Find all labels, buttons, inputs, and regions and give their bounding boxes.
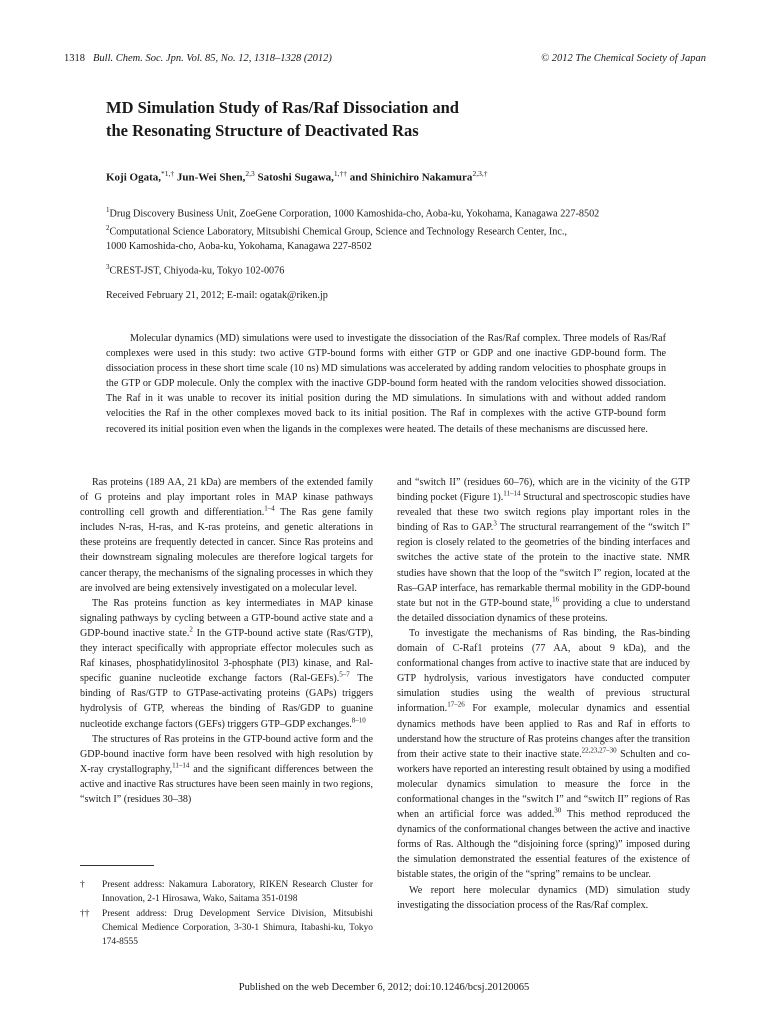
paragraph: To investigate the mechanisms of Ras binding, the Ras-binding domain of C-Raf1 proteins (77 AA, about 9 kDa), and the conformational changes from active to inactive state that are induced by GTP hydrolysis, various investigators have conducted computer simulation studies using the wealth of previous structural information.$^{17-26}$ For example, molecular dynamics and essential dynamics methods have been applied to Ras and Raf in efforts to understand how the structure of Ras proteins changes after the transition from their active state to their inactive state.$^{22,23,27-30}$ Schulten and co-workers have reported an interesting result obtained by using a modified molecular dynamics simulation to measure the force in the conformational changes in the “switch I” and “switch II” regions of Ras when an artificial force was added.$^{30}$ This method reproduced the dynamics of the conformational changes between the active and inactive forms of Ras. Although the “disjoining force (spring)” imposed during the simulation demonstrated the essential features of the existence of bistable states, the origin of the “spring” remains to be unclear. <box>397 627 690 881</box>
footnote-text: Present address: Nakamura Laboratory, RIKEN Research Cluster for Innovation, 2-1 Hirosawa, Wako, Saitama 351-0198 <box>102 880 373 904</box>
author-affiliation-mark: 2,3 <box>245 169 255 178</box>
paragraph: Ras proteins (189 AA, 21 kDa) are members of the extended family of G proteins and play important roles in MAP kinase pathways controlling cell growth and differentiation.$^{1-4}$ The Ras gene family includes N-ras, H-ras, and K-ras proteins, and genetic alterations in these proteins are frequently detected in cancer. Since Ras proteins and their downstream signaling molecules are therefore logical targets for cancer therapy, the mechanisms of the signaling processes in which they are involved are being extensively investigated on a molecular level. <box>80 477 373 594</box>
affiliation-2: $^2$Computational Science Laboratory, Mitsubishi Chemical Group, Science and Technology Research Center, Inc., 1000 Kamoshida-cho, Aoba-ku, Yokohama, Kanagawa 227-8502 <box>106 224 567 253</box>
author-name: Koji Ogata, <box>106 171 161 184</box>
footnote-mark: †† <box>80 909 90 919</box>
publication-footer: Published on the web December 6, 2012; doi:10.1246/bcsj.20120065 <box>238 982 530 993</box>
affiliation-1: $^1$Drug Discovery Business Unit, ZoeGene Corporation, 1000 Kamoshida-cho, Aoba-ku, Yokohama, Kanagawa 227-8502 <box>106 206 600 220</box>
journal-citation <box>64 53 332 64</box>
affiliation-3: $^3$CREST-JST, Chiyoda-ku, Tokyo 102-0076 <box>106 263 285 277</box>
paragraph: The structures of Ras proteins in the GTP-bound active form and the GDP-bound inactive form have been resolved with high resolution by X-ray crystallography,$^{11-14}$ and the significant differences between the active and inactive Ras structures have been seen mainly in two regions, “switch I” (residues 30–38) <box>80 733 374 805</box>
abstract <box>106 331 666 437</box>
author-name: Jun-Wei Shen, <box>176 171 246 184</box>
copyright-notice: © 2012 The Chemical Society of Japan <box>541 53 706 64</box>
body-column-right <box>397 475 690 913</box>
paragraph: and “switch II” (residues 60–76), which are in the vicinity of the GTP binding pocket (Figure 1).$^{11-14}$ Structural and spectroscopic studies have revealed that these two switch regions play important roles in the binding of Ras to GAP.$^3$ The structural rearrangement of the “switch I” region is closely related to the geometries of the binding interfaces and switches the active state of the protein to the inactive state. NMR studies have shown that the loop of the “switch I” region, located at the Ras–GAP interface, has remarkable thermal mobility in the GDP-bound state but not in the GTP-bound state,$^{16}$ providing a clue to understand the detailed dissociation dynamics of these proteins. <box>397 477 690 624</box>
title-line-1: MD Simulation Study of Ras/Raf Dissociation and <box>106 98 459 117</box>
author-name: and Shinichiro Nakamura <box>349 171 473 184</box>
running-header <box>64 53 706 64</box>
author-affiliation-mark: *1,† <box>161 169 175 178</box>
paragraph: We report here molecular dynamics (MD) simulation study investigating the dissociation process of the Ras/Raf complex. <box>397 884 690 911</box>
author-list <box>106 169 487 184</box>
page-number: 1318 <box>64 53 85 64</box>
footnote-text: Present address: Drug Development Service Division, Mitsubishi Chemical Medience Corporation, 3-30-1 Shimura, Itabashi-ku, Tokyo 174-8555 <box>102 909 373 947</box>
paragraph: The Ras proteins function as key intermediates in MAP kinase signaling pathways by cycling between a GTP-bound active state and a GDP-bound inactive state.$^2$ In the GTP-bound active state (Ras/GTP), they interact specifically with appropriate effector molecules such as Raf kinases, phosphatidylinositol 3-phosphate (PI3) kinase, and Ral-specific guanine nucleotide exchange factors (Ral-GEFs).$^{5-7}$ The binding of Ras/GTP to GTPase-activating proteins (GAPs) triggers hydrolysis of GTP, whereas the binding of Ras/GDP to guanine nucleotide exchange factors (GEFs) triggers GTP–GDP exchanges.$^{8-10}$ <box>80 597 373 730</box>
footnote <box>80 907 373 949</box>
paper-title <box>106 96 666 142</box>
footnote-mark: † <box>80 880 85 890</box>
footnote <box>80 878 373 906</box>
abstract-text: Molecular dynamics (MD) simulations were used to investigate the dissociation of the Ras/Raf complex. Three models of Ras/Raf complexes were used in this study: two active GTP-bound forms with either GTP or GDP and one inactive GDP-bound form. The dissociation process in these short time scale (10 ns) MD simulations was accelerated by adding random velocities to phosphate groups in the GTP or GDP molecule. Only the complex with the inactive GDP-bound form heated with the random velocities showed dissociation. The Raf in it was unable to recover its initial position during the MD simulations. In simulations with and without added random velocities the Raf in the other complexes moved back to its initial position. The Raf in complexes with the active GTP-bound form recovered its initial position even when the ligands in the complexes were heated. The details of these mechanisms are discussed here. <box>106 333 666 435</box>
title-line-2: the Resonating Structure of Deactivated Ras <box>106 121 419 140</box>
received-and-email: Received February 21, 2012; E-mail: ogatak@riken.jp <box>106 290 328 301</box>
author-name: Satoshi Sugawa, <box>257 171 334 184</box>
author-affiliation-mark: 2,3,† <box>472 169 488 178</box>
body-column-left <box>80 475 373 807</box>
author-affiliation-mark: 1,†† <box>333 169 348 178</box>
journal-name: Bull. Chem. Soc. Jpn. Vol. 85, No. 12, 1318–1328 (2012) <box>93 53 332 64</box>
footnote-rule <box>80 865 154 866</box>
